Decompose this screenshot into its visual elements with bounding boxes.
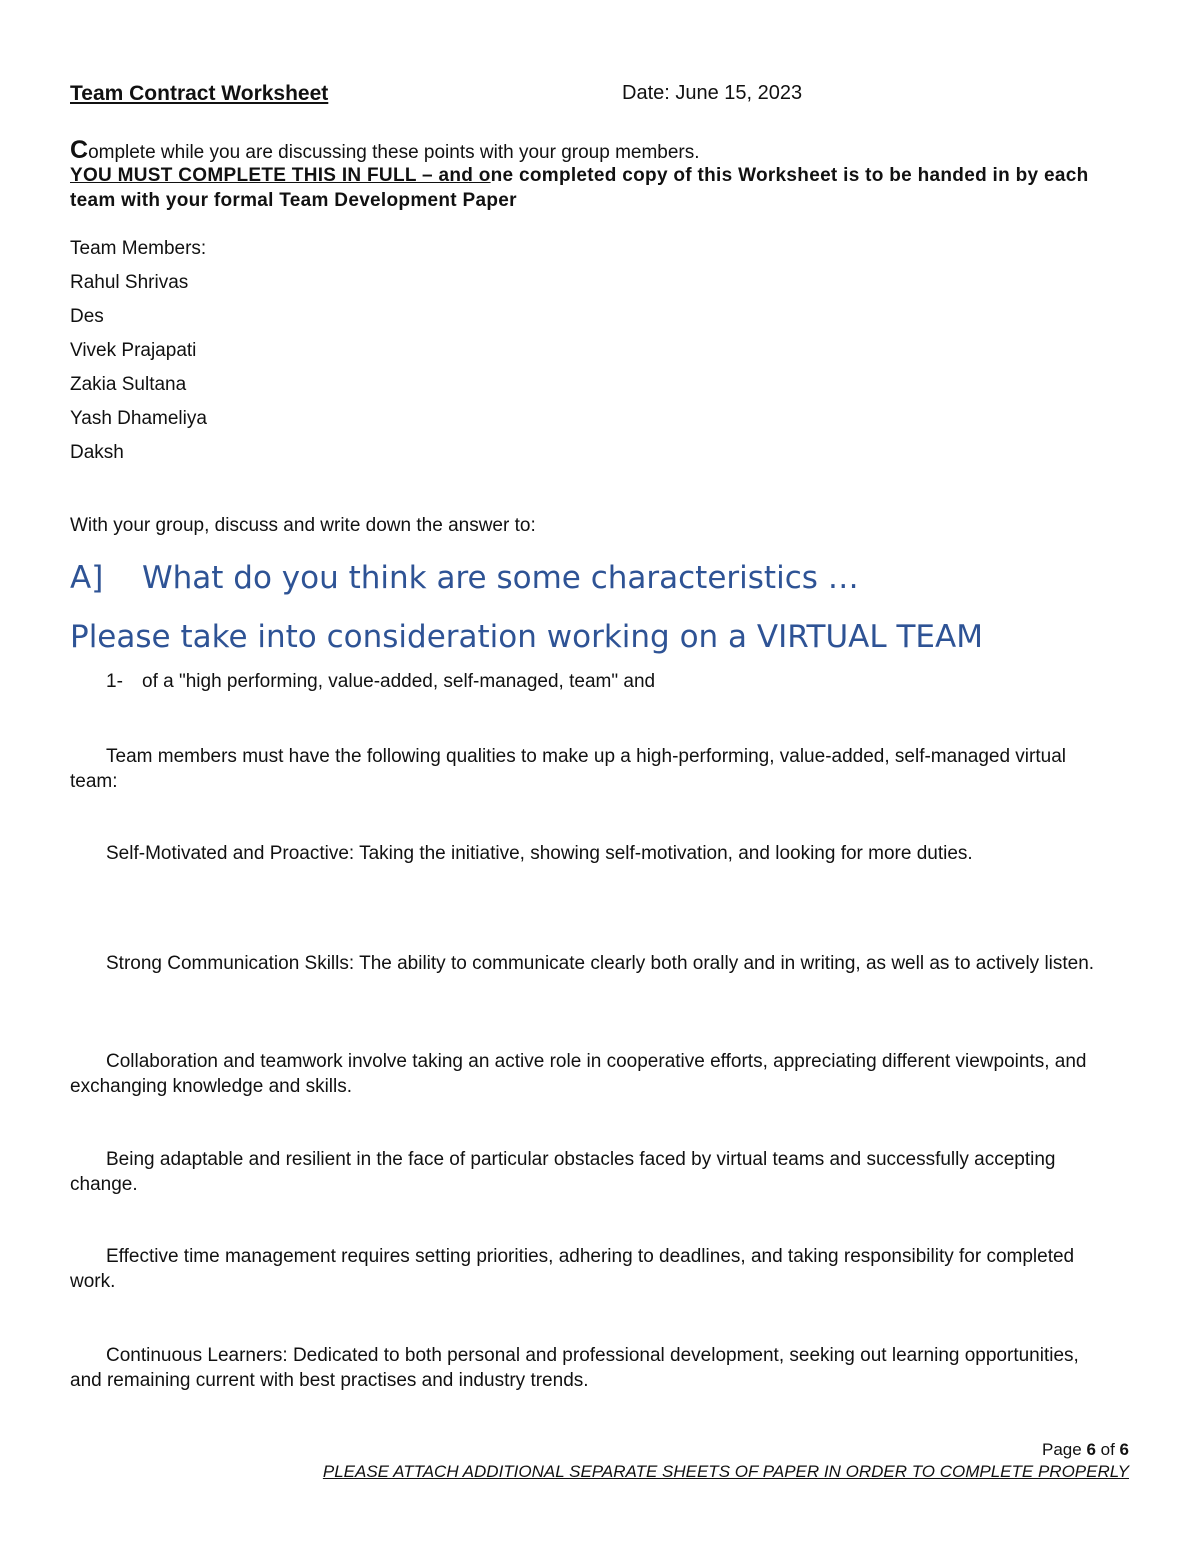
instruction-notice: [70, 163, 1130, 213]
list-item-number: 1-: [106, 671, 123, 692]
answer-paragraph: Being adaptable and resilient in the face of particular obstacles faced by virtual teams and successfully accepting change.: [70, 1149, 1056, 1195]
instruction-underlined: YOU MUST COMPLETE THIS IN FULL – and o: [70, 165, 491, 186]
list-item-1: [106, 670, 655, 694]
document-date: Date: June 15, 2023: [622, 82, 803, 104]
team-member: Des: [70, 306, 104, 327]
answer-paragraph: Team members must have the following qualities to make up a high-performing, value-added, self-managed virtual team:: [70, 746, 1066, 792]
instruction-rest: ne completed copy of this Worksheet is to be handed in by each team with your formal Team Development Paper: [70, 165, 1089, 211]
page-of: of: [1095, 1440, 1120, 1459]
section-a-letter: A]: [70, 560, 104, 596]
page-total: 6: [1119, 1440, 1129, 1459]
page-prefix: Page: [1042, 1440, 1087, 1459]
team-members-label: Team Members:: [70, 238, 207, 259]
document-title: Team Contract Worksheet: [70, 82, 329, 105]
section-a-subheading: Please take into consideration working on a VIRTUAL TEAM: [70, 619, 983, 655]
answer-paragraph: Continuous Learners: Dedicated to both personal and professional development, seeking out learning opportunities, and remaining current with best practises and industry trends.: [70, 1345, 1079, 1391]
team-member: Yash Dhameliya: [70, 408, 207, 429]
answer-paragraph: Self-Motivated and Proactive: Taking the initiative, showing self-motivation, and looking for more duties.: [106, 843, 973, 864]
team-member: Daksh: [70, 442, 124, 463]
discuss-prompt: With your group, discuss and write down the answer to:: [70, 515, 536, 536]
team-member: Rahul Shrivas: [70, 272, 189, 293]
page-current: 6: [1086, 1440, 1096, 1459]
section-a-heading: [70, 560, 859, 596]
section-a-heading-text: What do you think are some characteristics …: [142, 560, 859, 596]
list-item-text: of a "high performing, value-added, self-managed, team" and: [142, 671, 656, 692]
intro-text: omplete while you are discussing these points with your group members.: [88, 142, 700, 163]
intro-line: [70, 136, 700, 165]
footer-note: PLEASE ATTACH ADDITIONAL SEPARATE SHEETS OF PAPER IN ORDER TO COMPLETE PROPERLY: [322, 1462, 1129, 1481]
page-number: [1042, 1440, 1129, 1460]
answer-paragraph: Collaboration and teamwork involve taking an active role in cooperative efforts, appreciating different viewpoints, and exchanging knowledge and skills.: [70, 1051, 1087, 1097]
team-member: Vivek Prajapati: [70, 340, 197, 361]
answer-paragraph: Strong Communication Skills: The ability to communicate clearly both orally and in writing, as well as to actively listen.: [106, 953, 1095, 974]
answer-paragraph: Effective time management requires setting priorities, adhering to deadlines, and taking responsibility for completed work.: [70, 1246, 1075, 1292]
intro-dropcap: C: [70, 136, 89, 164]
team-member: Zakia Sultana: [70, 374, 187, 395]
